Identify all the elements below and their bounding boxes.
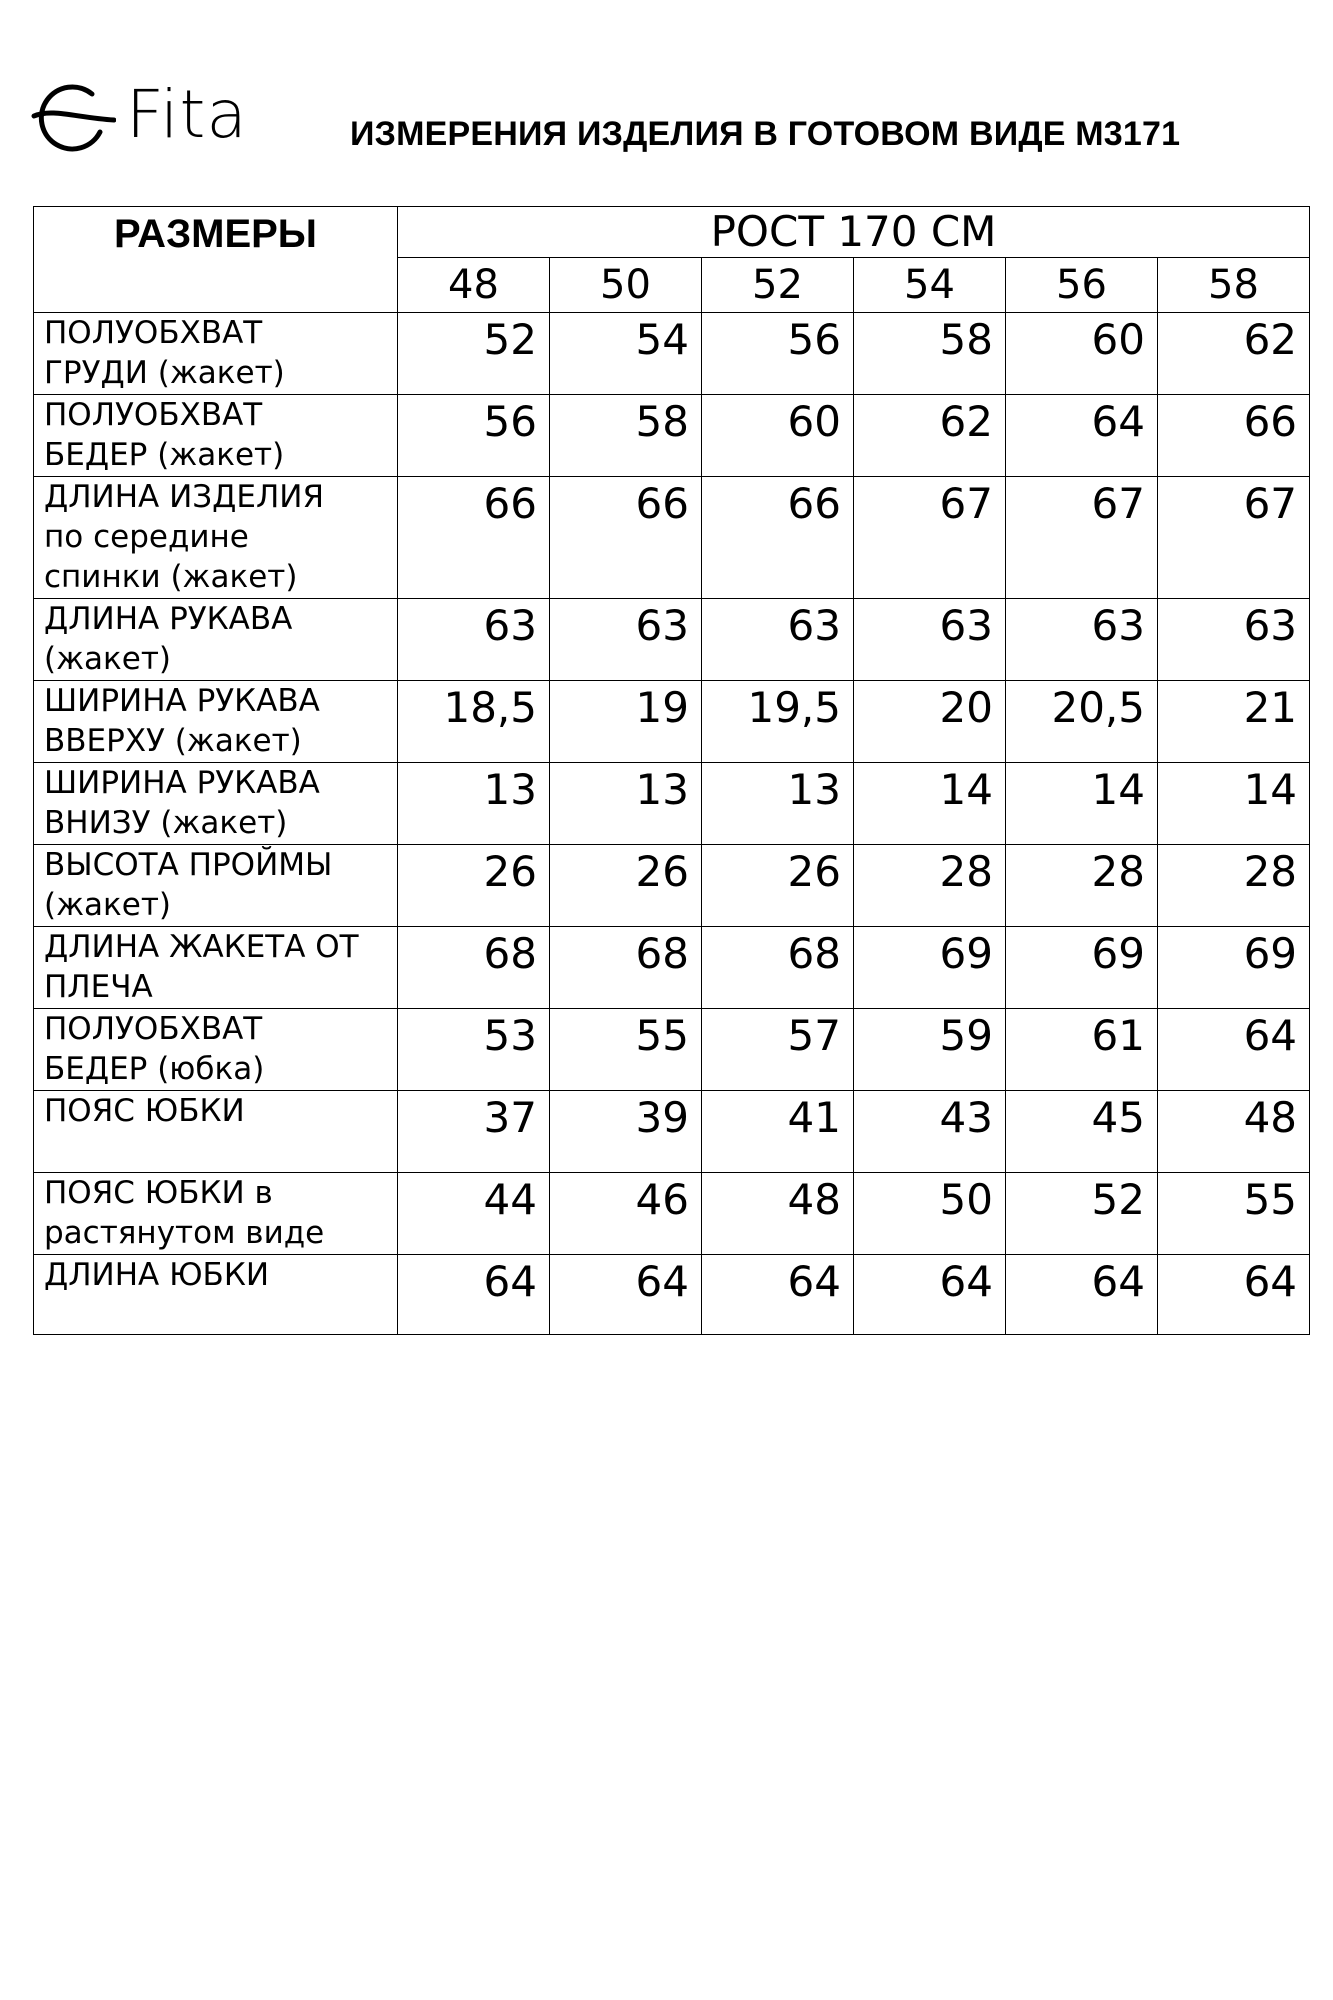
value-cell: 66: [398, 477, 550, 599]
value-cell: 67: [1158, 477, 1310, 599]
height-header: РОСТ 170 СМ: [398, 207, 1310, 258]
value-cell: 58: [550, 395, 702, 477]
value-cell: 20: [854, 681, 1006, 763]
row-label-line: ПЛЕЧА: [44, 969, 153, 1005]
value-cell: 13: [702, 763, 854, 845]
row-label-line: ГРУДИ (жакет): [44, 355, 285, 391]
value-cell: 26: [398, 845, 550, 927]
row-label-line: растянутом виде: [44, 1215, 325, 1251]
value-cell: 56: [702, 313, 854, 395]
row-label: [34, 763, 398, 845]
table-row: [34, 1091, 1310, 1173]
row-label-line: ВЫСОТА ПРОЙМЫ: [44, 847, 333, 883]
value-cell: 28: [1006, 845, 1158, 927]
table-row: [34, 395, 1310, 477]
size-header-56: 56: [1006, 258, 1158, 313]
row-label-line: ПОЛУОБХВАТ: [44, 1011, 263, 1047]
value-cell: 56: [398, 395, 550, 477]
value-cell: 63: [550, 599, 702, 681]
value-cell: 55: [550, 1009, 702, 1091]
table-row: [34, 477, 1310, 599]
value-cell: 26: [702, 845, 854, 927]
row-label-line: БЕДЕР (юбка): [44, 1051, 265, 1087]
value-cell: 43: [854, 1091, 1006, 1173]
row-label-line: ДЛИНА ИЗДЕЛИЯ: [44, 479, 324, 515]
value-cell: 64: [1006, 395, 1158, 477]
row-label-line: ПОЯС ЮБКИ: [44, 1093, 245, 1129]
row-label-line: по середине: [44, 519, 249, 555]
value-cell: 61: [1006, 1009, 1158, 1091]
row-label-line: ПОЯС ЮБКИ в: [44, 1175, 273, 1211]
row-label-line: (жакет): [44, 887, 171, 923]
value-cell: 64: [854, 1255, 1006, 1335]
value-cell: 62: [854, 395, 1006, 477]
value-cell: 14: [1158, 763, 1310, 845]
row-label-line: ДЛИНА РУКАВА: [44, 601, 293, 637]
value-cell: 26: [550, 845, 702, 927]
value-cell: 62: [1158, 313, 1310, 395]
value-cell: 19: [550, 681, 702, 763]
row-label: [34, 1009, 398, 1091]
value-cell: 64: [1158, 1009, 1310, 1091]
row-label: [34, 599, 398, 681]
value-cell: 48: [1158, 1091, 1310, 1173]
size-header-58: 58: [1158, 258, 1310, 313]
table-row: [34, 313, 1310, 395]
value-cell: 41: [702, 1091, 854, 1173]
sizes-header: РАЗМЕРЫ: [34, 207, 398, 313]
value-cell: 52: [1006, 1173, 1158, 1255]
value-cell: 64: [398, 1255, 550, 1335]
row-label-line: ВНИЗУ (жакет): [44, 805, 288, 841]
value-cell: 46: [550, 1173, 702, 1255]
row-label: [34, 927, 398, 1009]
value-cell: 19,5: [702, 681, 854, 763]
value-cell: 13: [550, 763, 702, 845]
value-cell: 13: [398, 763, 550, 845]
value-cell: 14: [1006, 763, 1158, 845]
value-cell: 63: [1006, 599, 1158, 681]
value-cell: 69: [1006, 927, 1158, 1009]
value-cell: 37: [398, 1091, 550, 1173]
value-cell: 64: [1158, 1255, 1310, 1335]
table-row: [34, 845, 1310, 927]
table-row: [34, 599, 1310, 681]
value-cell: 59: [854, 1009, 1006, 1091]
row-label-line: спинки (жакет): [44, 559, 298, 595]
row-label-line: ШИРИНА РУКАВА: [44, 683, 320, 719]
row-label: [34, 1255, 398, 1335]
row-label: [34, 681, 398, 763]
value-cell: 60: [1006, 313, 1158, 395]
value-cell: 18,5: [398, 681, 550, 763]
value-cell: 28: [1158, 845, 1310, 927]
row-label-line: ШИРИНА РУКАВА: [44, 765, 320, 801]
table-row: [34, 1173, 1310, 1255]
value-cell: 63: [854, 599, 1006, 681]
value-cell: 63: [398, 599, 550, 681]
table-header-row: [34, 207, 1310, 258]
value-cell: 64: [1006, 1255, 1158, 1335]
fita-theta-logo-icon: [30, 80, 116, 160]
value-cell: 68: [702, 927, 854, 1009]
brand-logo: [30, 74, 260, 164]
value-cell: 28: [854, 845, 1006, 927]
value-cell: 57: [702, 1009, 854, 1091]
value-cell: 68: [398, 927, 550, 1009]
value-cell: 55: [1158, 1173, 1310, 1255]
document-title: ИЗМЕРЕНИЯ ИЗДЕЛИЯ В ГОТОВОМ ВИДЕ М3171: [350, 115, 1181, 153]
value-cell: 21: [1158, 681, 1310, 763]
value-cell: 20,5: [1006, 681, 1158, 763]
row-label-line: (жакет): [44, 641, 171, 677]
value-cell: 66: [702, 477, 854, 599]
value-cell: 50: [854, 1173, 1006, 1255]
table-row: [34, 1009, 1310, 1091]
value-cell: 64: [550, 1255, 702, 1335]
value-cell: 66: [1158, 395, 1310, 477]
value-cell: 48: [702, 1173, 854, 1255]
value-cell: 14: [854, 763, 1006, 845]
value-cell: 44: [398, 1173, 550, 1255]
value-cell: 66: [550, 477, 702, 599]
size-header-52: 52: [702, 258, 854, 313]
row-label: [34, 845, 398, 927]
value-cell: 64: [702, 1255, 854, 1335]
value-cell: 39: [550, 1091, 702, 1173]
value-cell: 63: [702, 599, 854, 681]
value-cell: 45: [1006, 1091, 1158, 1173]
value-cell: 67: [854, 477, 1006, 599]
value-cell: 68: [550, 927, 702, 1009]
value-cell: 67: [1006, 477, 1158, 599]
table-row: [34, 927, 1310, 1009]
row-label-line: ПОЛУОБХВАТ: [44, 397, 263, 433]
value-cell: 53: [398, 1009, 550, 1091]
row-label-line: ВВЕРХУ (жакет): [44, 723, 302, 759]
row-label: [34, 477, 398, 599]
size-header-54: 54: [854, 258, 1006, 313]
value-cell: 58: [854, 313, 1006, 395]
brand-name: Fita: [126, 76, 248, 153]
table-row: [34, 681, 1310, 763]
value-cell: 69: [854, 927, 1006, 1009]
table-row: [34, 1255, 1310, 1335]
value-cell: 54: [550, 313, 702, 395]
row-label-line: ПОЛУОБХВАТ: [44, 315, 263, 351]
row-label: [34, 1173, 398, 1255]
row-label: [34, 395, 398, 477]
value-cell: 63: [1158, 599, 1310, 681]
size-header-50: 50: [550, 258, 702, 313]
row-label: [34, 1091, 398, 1173]
row-label: [34, 313, 398, 395]
value-cell: 60: [702, 395, 854, 477]
value-cell: 52: [398, 313, 550, 395]
value-cell: 69: [1158, 927, 1310, 1009]
measurements-table: [33, 206, 1310, 1335]
size-header-48: 48: [398, 258, 550, 313]
row-label-line: БЕДЕР (жакет): [44, 437, 285, 473]
row-label-line: ДЛИНА ЮБКИ: [44, 1257, 270, 1293]
table-row: [34, 763, 1310, 845]
row-label-line: ДЛИНА ЖАКЕТА ОТ: [44, 929, 359, 965]
